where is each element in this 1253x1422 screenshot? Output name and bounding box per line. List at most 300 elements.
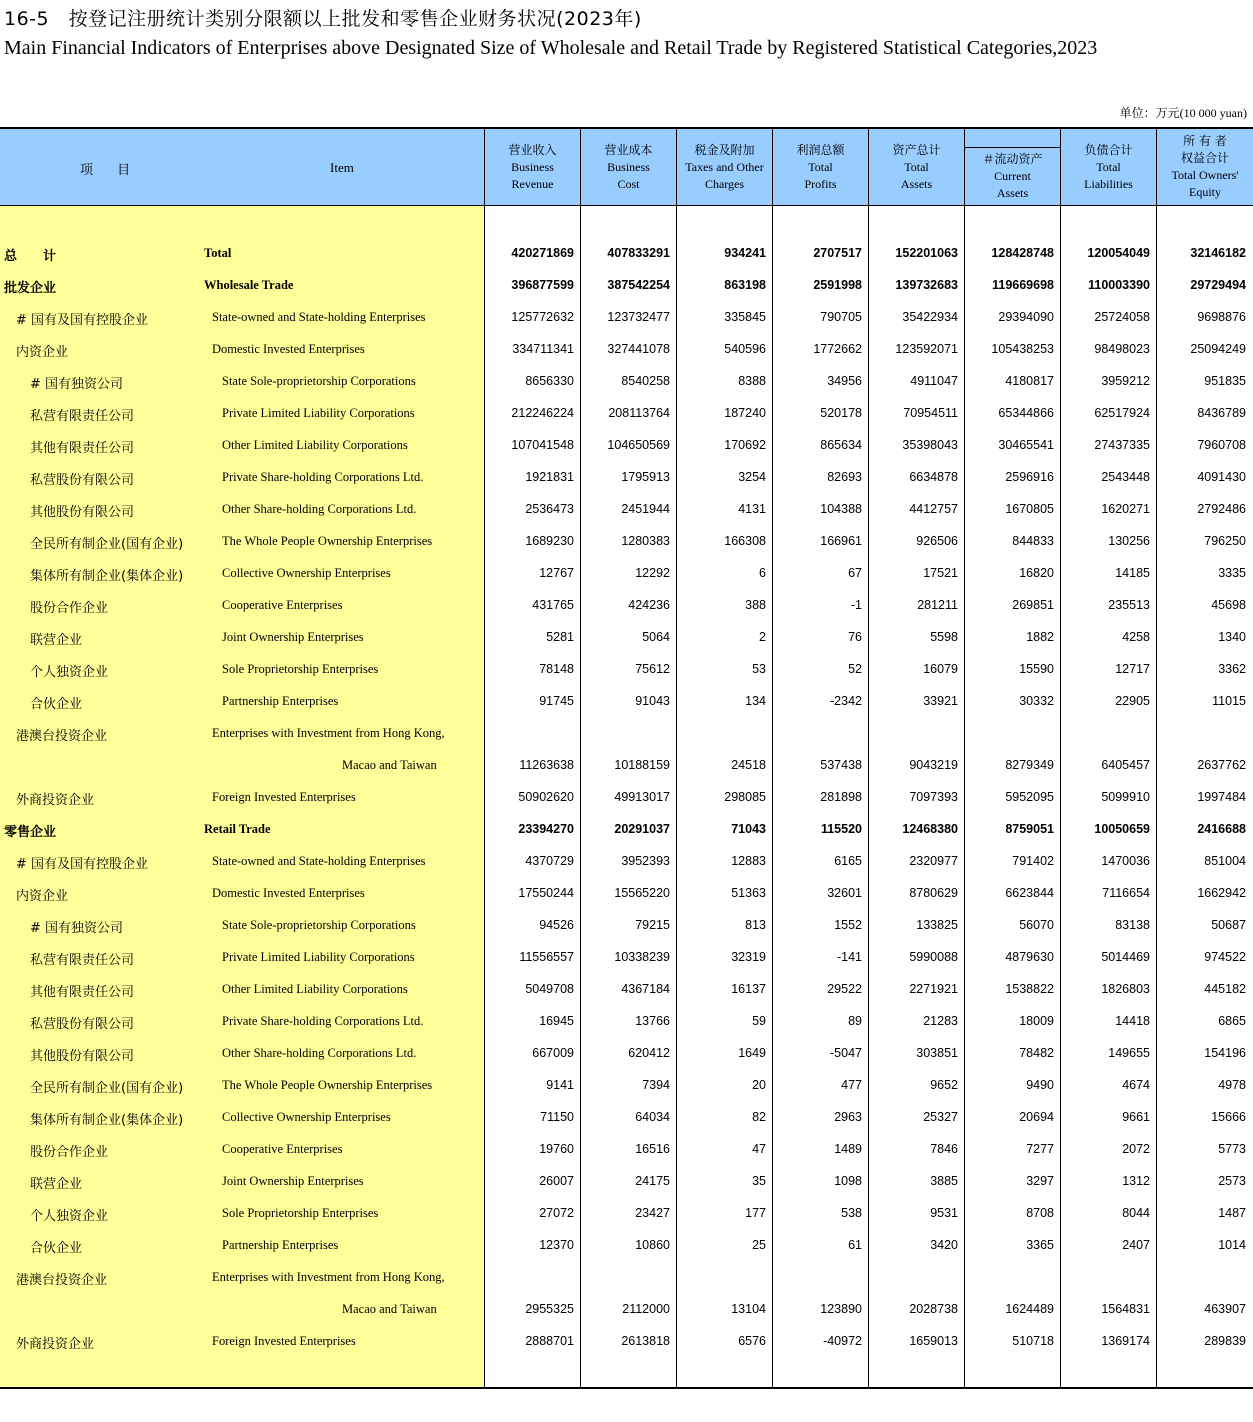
value-cell: 15565220: [614, 886, 670, 900]
value-cell: 15590: [1019, 662, 1054, 676]
value-cell: 49913017: [614, 790, 670, 804]
value-cell: 2888701: [525, 1334, 574, 1348]
value-cell: 334711341: [512, 342, 574, 356]
value-cell: 8436789: [1197, 406, 1246, 420]
column-header-en: Liabilities: [1084, 176, 1133, 191]
value-cell: 115520: [820, 822, 862, 836]
row-label-cn: 个人独资企业: [30, 1209, 109, 1224]
value-cell: 187240: [724, 406, 766, 420]
value-cell: 56070: [1019, 918, 1054, 932]
row-label-en: Wholesale Trade: [204, 278, 294, 292]
table-row: [0, 973, 1253, 1005]
row-label-en: Macao and Taiwan: [342, 758, 437, 772]
value-cell: 16516: [635, 1142, 670, 1156]
value-cell: 8540258: [621, 374, 670, 388]
row-label-en: Enterprises with Investment from Hong Kong,: [212, 726, 445, 740]
value-cell: 34956: [827, 374, 862, 388]
value-cell: 91745: [539, 694, 574, 708]
value-cell: 1312: [1122, 1174, 1150, 1188]
value-cell: 407833291: [607, 246, 670, 260]
value-cell: 4258: [1122, 630, 1150, 644]
column-header-en: Total: [904, 159, 929, 174]
value-cell: 6: [759, 566, 766, 580]
value-cell: 123732477: [607, 310, 670, 324]
table-row: [0, 1325, 1253, 1357]
value-cell: 89: [848, 1014, 862, 1028]
value-cell: 520178: [820, 406, 862, 420]
value-cell: 1340: [1218, 630, 1246, 644]
value-cell: 23394270: [518, 822, 574, 836]
value-cell: 1369174: [1101, 1334, 1150, 1348]
value-cell: 3254: [738, 470, 766, 484]
table-row: [0, 877, 1253, 909]
column-header-cn: 所 有 者: [1183, 134, 1227, 148]
table-row: [0, 621, 1253, 653]
value-cell: 83138: [1115, 918, 1150, 932]
value-cell: -5047: [830, 1046, 862, 1060]
value-cell: 78148: [539, 662, 574, 676]
value-cell: 1564831: [1101, 1302, 1150, 1316]
row-label-cn: 外商投资企业: [16, 1337, 95, 1352]
value-cell: 3885: [930, 1174, 958, 1188]
row-label-cn: 其他有限责任公司: [30, 985, 135, 1000]
value-cell: 53: [752, 662, 766, 676]
row-label-en: Collective Ownership Enterprises: [222, 566, 391, 580]
value-cell: 64034: [635, 1110, 670, 1124]
row-label-en: Foreign Invested Enterprises: [212, 1334, 356, 1348]
value-cell: 510718: [1012, 1334, 1054, 1348]
row-label-en: Sole Proprietorship Enterprises: [222, 1206, 379, 1220]
row-label-cn: 其他股份有限公司: [30, 1049, 135, 1064]
value-cell: 281211: [917, 598, 958, 612]
value-cell: 6576: [738, 1334, 766, 1348]
value-cell: 17521: [923, 566, 958, 580]
value-cell: 2596916: [1005, 470, 1054, 484]
row-label-en: Domestic Invested Enterprises: [212, 886, 365, 900]
value-cell: 125772632: [511, 310, 574, 324]
value-cell: 926506: [916, 534, 958, 548]
value-cell: 14418: [1115, 1014, 1150, 1028]
value-cell: 12370: [539, 1238, 574, 1252]
value-cell: 128428748: [991, 246, 1054, 260]
value-cell: 120054049: [1087, 246, 1150, 260]
table-row: [0, 525, 1253, 557]
value-cell: 15666: [1211, 1110, 1246, 1124]
value-cell: 76: [848, 630, 862, 644]
value-cell: 3297: [1026, 1174, 1054, 1188]
value-cell: 13104: [731, 1302, 766, 1316]
value-cell: 387542254: [607, 278, 670, 292]
value-cell: 1489: [834, 1142, 862, 1156]
value-cell: 154196: [1204, 1046, 1246, 1060]
value-cell: 934241: [724, 246, 766, 260]
value-cell: 1795913: [621, 470, 670, 484]
value-cell: 75612: [635, 662, 670, 676]
row-label-cn: 集体所有制企业(集体企业): [30, 569, 184, 584]
value-cell: 863198: [724, 278, 766, 292]
value-cell: 269851: [1012, 598, 1054, 612]
value-cell: 79215: [635, 918, 670, 932]
row-label-en: State-owned and State-holding Enterprises: [212, 854, 426, 868]
value-cell: 50687: [1211, 918, 1246, 932]
table-row: [0, 717, 1253, 749]
table-bottom-rule: [0, 1387, 1253, 1389]
column-header-en: Total: [808, 159, 833, 174]
value-cell: 7116654: [1102, 886, 1150, 900]
value-cell: 4131: [738, 502, 766, 516]
value-cell: 91043: [635, 694, 670, 708]
table-row: [0, 1005, 1253, 1037]
value-cell: 12883: [731, 854, 766, 868]
value-cell: 2451944: [621, 502, 670, 516]
value-cell: 11263638: [519, 758, 574, 772]
column-header-en: Assets: [996, 185, 1029, 200]
value-cell: 24175: [635, 1174, 670, 1188]
column-header: [1156, 129, 1253, 205]
table-row: [0, 1293, 1253, 1325]
value-cell: 3365: [1026, 1238, 1054, 1252]
value-cell: 47: [752, 1142, 766, 1156]
table-row: [0, 589, 1253, 621]
column-header-cn: 资产总计: [892, 142, 941, 157]
value-cell: 5773: [1218, 1142, 1246, 1156]
value-cell: 107041548: [511, 438, 574, 452]
value-cell: 8708: [1026, 1206, 1054, 1220]
value-cell: 4879630: [1005, 950, 1054, 964]
value-cell: 9652: [930, 1078, 958, 1092]
value-cell: 7277: [1026, 1142, 1054, 1156]
value-cell: 4091430: [1197, 470, 1246, 484]
value-cell: 4412757: [909, 502, 958, 516]
value-cell: 130256: [1108, 534, 1150, 548]
value-cell: 123592071: [895, 342, 958, 356]
value-cell: 3362: [1218, 662, 1246, 676]
value-cell: 71043: [731, 822, 766, 836]
column-header-en: Charges: [704, 176, 745, 191]
column-header-en: Revenue: [511, 176, 554, 191]
row-label-cn: 总 计: [4, 249, 57, 264]
page-title-en: Main Financial Indicators of Enterprises above Designated Size of Wholesale and Retail Trade by Registered Statistical Categories,2023: [4, 37, 1098, 59]
value-cell: 7394: [642, 1078, 670, 1092]
value-cell: 3959212: [1101, 374, 1150, 388]
value-cell: 424236: [628, 598, 670, 612]
value-cell: 10050659: [1094, 822, 1150, 836]
row-label-cn: 私营有限责任公司: [30, 409, 135, 424]
table-row: [0, 685, 1253, 717]
value-cell: 974522: [1204, 950, 1246, 964]
value-cell: 5952095: [1005, 790, 1054, 804]
value-cell: 82: [752, 1110, 766, 1124]
value-cell: 1624489: [1005, 1302, 1054, 1316]
table-row: [0, 653, 1253, 685]
row-label-cn: 其他有限责任公司: [30, 441, 135, 456]
row-label-en: State Sole-proprietorship Corporations: [222, 374, 416, 388]
value-cell: 5281: [546, 630, 574, 644]
column-header: [1060, 129, 1156, 205]
row-label-en: Private Limited Liability Corporations: [222, 950, 415, 964]
row-label-cn: 私营股份有限公司: [30, 1017, 135, 1032]
value-cell: 9490: [1026, 1078, 1054, 1092]
value-cell: 1470036: [1101, 854, 1150, 868]
column-header-en: Taxes and Other: [685, 159, 764, 174]
value-cell: -141: [836, 950, 862, 964]
column-header-cn: 负债合计: [1084, 142, 1133, 157]
value-cell: 45698: [1211, 598, 1246, 612]
table-row: [0, 813, 1253, 845]
value-cell: 431765: [532, 598, 574, 612]
value-cell: 104650569: [607, 438, 670, 452]
row-label-en: Other Limited Liability Corporations: [222, 438, 408, 452]
value-cell: 50902620: [518, 790, 574, 804]
value-cell: 3335: [1218, 566, 1246, 580]
row-label-en: Domestic Invested Enterprises: [212, 342, 365, 356]
column-header-en: Assets: [900, 176, 933, 191]
column-header-en: Current: [994, 168, 1031, 183]
value-cell: 12767: [539, 566, 574, 580]
value-cell: 166308: [724, 534, 766, 548]
value-cell: 667009: [532, 1046, 574, 1060]
value-cell: 133825: [916, 918, 958, 932]
table-row: [0, 781, 1253, 813]
value-cell: 5598: [930, 630, 958, 644]
value-cell: 61: [848, 1238, 862, 1252]
row-label-en: Collective Ownership Enterprises: [222, 1110, 391, 1124]
value-cell: 4674: [1122, 1078, 1150, 1092]
value-cell: 8780629: [909, 886, 958, 900]
table-row: [0, 941, 1253, 973]
value-cell: -40972: [823, 1334, 862, 1348]
column-header-cn: 权益合计: [1180, 151, 1229, 165]
value-cell: 790705: [820, 310, 862, 324]
row-label-en: Partnership Enterprises: [222, 694, 339, 708]
value-cell: 7960708: [1197, 438, 1246, 452]
value-cell: 289839: [1204, 1334, 1246, 1348]
value-cell: 9661: [1122, 1110, 1150, 1124]
row-label-cn: 全民所有制企业(国有企业): [30, 537, 184, 552]
row-label-en: Cooperative Enterprises: [222, 598, 343, 612]
table-row: [0, 1261, 1253, 1293]
value-cell: 7097393: [909, 790, 958, 804]
value-cell: 11015: [1212, 694, 1246, 708]
value-cell: 25724058: [1094, 310, 1150, 324]
value-cell: 177: [745, 1206, 766, 1220]
value-cell: 1014: [1218, 1238, 1246, 1252]
value-cell: 2573: [1218, 1174, 1246, 1188]
row-label-cn: 外商投资企业: [16, 793, 95, 808]
value-cell: 2320977: [909, 854, 958, 868]
value-cell: 20694: [1019, 1110, 1054, 1124]
value-cell: 4367184: [621, 982, 670, 996]
value-cell: 29394090: [998, 310, 1054, 324]
value-cell: 9141: [546, 1078, 574, 1092]
value-cell: 123890: [820, 1302, 862, 1316]
row-label-cn: 全民所有制企业(国有企业): [30, 1081, 184, 1096]
value-cell: 7846: [930, 1142, 958, 1156]
table-row: [0, 1229, 1253, 1261]
value-cell: 32146182: [1190, 246, 1246, 260]
value-cell: 6865: [1218, 1014, 1246, 1028]
value-cell: 1098: [834, 1174, 862, 1188]
value-cell: 9043219: [909, 758, 958, 772]
value-cell: 951835: [1204, 374, 1246, 388]
value-cell: 24518: [731, 758, 766, 772]
table-row: [0, 909, 1253, 941]
row-label-en: Macao and Taiwan: [342, 1302, 437, 1316]
value-cell: 2707517: [813, 246, 862, 260]
row-label-cn: 联营企业: [30, 1177, 83, 1192]
value-cell: 1620271: [1101, 502, 1150, 516]
value-cell: 98498023: [1094, 342, 1150, 356]
value-cell: 71150: [540, 1110, 574, 1124]
row-label-cn: 集体所有制企业(集体企业): [30, 1113, 184, 1128]
value-cell: 25094249: [1190, 342, 1246, 356]
value-cell: 170692: [724, 438, 766, 452]
row-label-en: Foreign Invested Enterprises: [212, 790, 356, 804]
value-cell: 463907: [1204, 1302, 1246, 1316]
table-row: [0, 1037, 1253, 1069]
value-cell: 335845: [724, 310, 766, 324]
value-cell: 12468380: [902, 822, 958, 836]
row-label-cn: # 国有及国有控股企业: [16, 313, 149, 328]
value-cell: 4911047: [910, 374, 958, 388]
value-cell: 2: [759, 630, 766, 644]
value-cell: 35: [752, 1174, 766, 1188]
value-cell: 3420: [930, 1238, 958, 1252]
value-cell: 298085: [724, 790, 766, 804]
value-cell: 82693: [827, 470, 862, 484]
row-label-cn: 个人独资企业: [30, 665, 109, 680]
row-label-cn: 港澳台投资企业: [16, 729, 108, 744]
value-cell: 1997484: [1197, 790, 1246, 804]
table-row: [0, 1197, 1253, 1229]
value-cell: 10188159: [614, 758, 670, 772]
value-cell: 477: [841, 1078, 862, 1092]
row-label-en: The Whole People Ownership Enterprises: [222, 534, 433, 548]
table-row: [0, 461, 1253, 493]
value-cell: 620412: [628, 1046, 670, 1060]
row-label-cn: # 国有及国有控股企业: [16, 857, 149, 872]
column-header-en: Business: [511, 159, 554, 174]
value-cell: 2963: [834, 1110, 862, 1124]
value-cell: 1538822: [1005, 982, 1054, 996]
value-cell: 27437335: [1094, 438, 1150, 452]
row-label-cn: 其他股份有限公司: [30, 505, 135, 520]
value-cell: 538: [841, 1206, 862, 1220]
value-cell: 20291037: [614, 822, 670, 836]
value-cell: 420271869: [511, 246, 574, 260]
value-cell: 8279349: [1005, 758, 1054, 772]
value-cell: 16820: [1019, 566, 1054, 580]
value-cell: 865634: [820, 438, 862, 452]
value-cell: 791402: [1012, 854, 1054, 868]
row-label-en: Partnership Enterprises: [222, 1238, 339, 1252]
table-row: [0, 333, 1253, 365]
value-cell: 104388: [820, 502, 862, 516]
table-row: [0, 1133, 1253, 1165]
value-cell: 2591998: [813, 278, 862, 292]
value-cell: 12717: [1115, 662, 1150, 676]
table-row: [0, 1101, 1253, 1133]
row-label-cn: 内资企业: [16, 889, 69, 904]
value-cell: 51363: [731, 886, 766, 900]
page-title-cn: 16-5 按登记注册统计类别分限额以上批发和零售企业财务状况(2023年): [4, 8, 642, 30]
value-cell: 8388: [738, 374, 766, 388]
value-cell: 2637762: [1197, 758, 1246, 772]
row-label-cn: 股份合作企业: [30, 1145, 109, 1160]
value-cell: 1659013: [909, 1334, 958, 1348]
column-header-en: Total: [1096, 159, 1121, 174]
row-label-cn: 港澳台投资企业: [16, 1273, 108, 1288]
value-cell: 540596: [724, 342, 766, 356]
row-label-en: Private Share-holding Corporations Ltd.: [222, 1014, 424, 1028]
value-cell: 844833: [1012, 534, 1054, 548]
row-label-en: Cooperative Enterprises: [222, 1142, 343, 1156]
column-header-cn: 营业成本: [604, 142, 653, 157]
value-cell: 23427: [635, 1206, 670, 1220]
value-cell: 21283: [923, 1014, 958, 1028]
table-row: [0, 845, 1253, 877]
value-cell: 1662942: [1197, 886, 1246, 900]
value-cell: 4180817: [1005, 374, 1054, 388]
value-cell: 152201063: [895, 246, 958, 260]
value-cell: 25327: [923, 1110, 958, 1124]
row-label-cn: 批发企业: [4, 281, 57, 296]
table-row: [0, 365, 1253, 397]
value-cell: 2536473: [525, 502, 574, 516]
column-header-en: Business: [607, 159, 650, 174]
value-cell: 59: [752, 1014, 766, 1028]
value-cell: 105438253: [991, 342, 1054, 356]
value-cell: 1649: [738, 1046, 766, 1060]
value-cell: 166961: [820, 534, 862, 548]
value-cell: 537438: [820, 758, 862, 772]
value-cell: 26007: [539, 1174, 574, 1188]
column-header-en: Profits: [804, 176, 837, 191]
row-label-en: Other Share-holding Corporations Ltd.: [222, 502, 417, 516]
value-cell: 25: [752, 1238, 766, 1252]
value-cell: 5049708: [525, 982, 574, 996]
value-cell: 445182: [1204, 982, 1246, 996]
row-label-en: Enterprises with Investment from Hong Kong,: [212, 1270, 445, 1284]
value-cell: 35398043: [902, 438, 958, 452]
value-cell: 851004: [1204, 854, 1246, 868]
table-row: [0, 269, 1253, 301]
value-cell: 281898: [820, 790, 862, 804]
value-cell: 62517924: [1094, 406, 1150, 420]
current-assets-subheader-bracket: [964, 147, 1060, 205]
value-cell: 396877599: [511, 278, 574, 292]
column-header: [676, 129, 772, 205]
value-cell: 10860: [635, 1238, 670, 1252]
column-header: [484, 129, 580, 205]
row-label-en: Private Limited Liability Corporations: [222, 406, 415, 420]
value-cell: 16079: [923, 662, 958, 676]
value-cell: 5014469: [1101, 950, 1150, 964]
value-cell: 20: [752, 1078, 766, 1092]
table-row: [0, 557, 1253, 589]
row-label-cn: 零售企业: [4, 825, 57, 840]
value-cell: 110003390: [1088, 278, 1150, 292]
value-cell: 5099910: [1101, 790, 1150, 804]
value-cell: 149655: [1108, 1046, 1150, 1060]
value-cell: 30465541: [998, 438, 1054, 452]
value-cell: 3952393: [621, 854, 670, 868]
column-header: [868, 129, 964, 205]
value-cell: 9698876: [1197, 310, 1246, 324]
value-cell: 2416688: [1197, 822, 1246, 836]
unit-label: 单位：万元(10 000 yuan): [1119, 106, 1247, 120]
row-label-en: Other Share-holding Corporations Ltd.: [222, 1046, 417, 1060]
